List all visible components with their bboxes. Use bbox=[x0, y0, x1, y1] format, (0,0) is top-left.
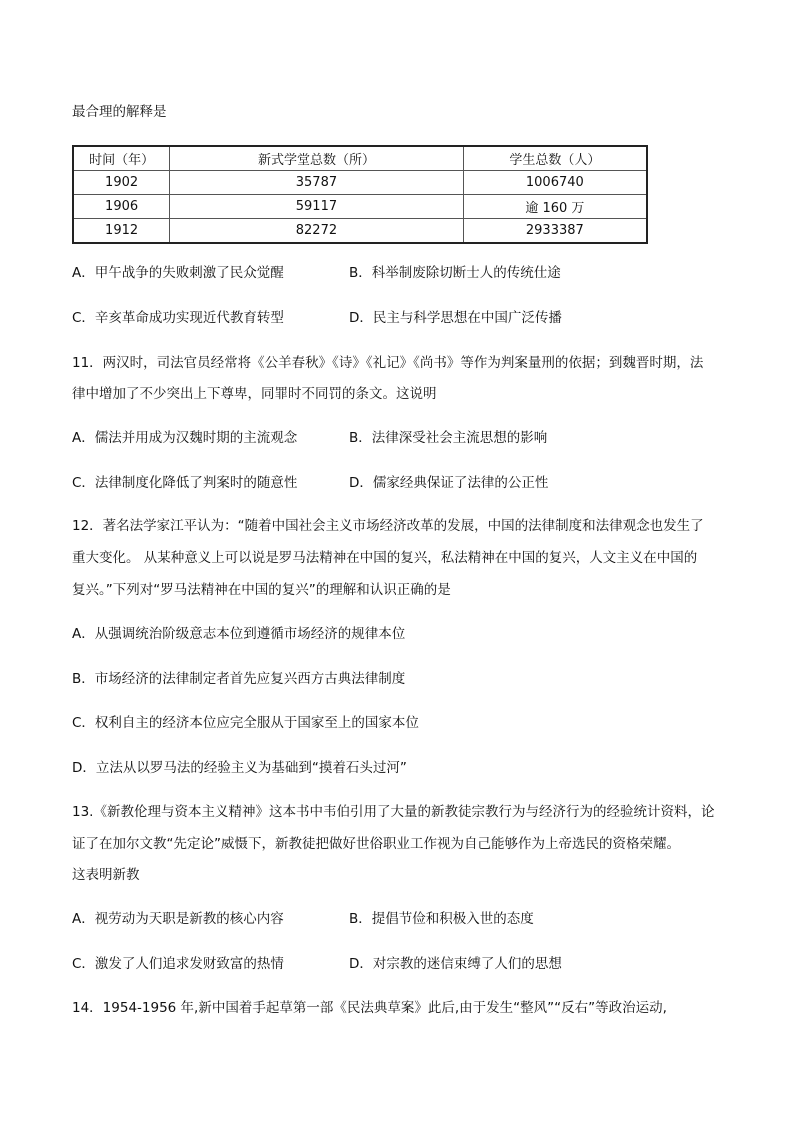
q12-option-d: D．立法从以罗马法的经验主义为基础到“摸着石头过河” bbox=[72, 760, 407, 776]
cell-year: 1902 bbox=[73, 171, 170, 195]
q13-stem-line: 13.《新教伦理与资本主义精神》这本书中韦伯引用了大量的新教徒宗教行为与经济行为的经验统计资料，论 bbox=[72, 804, 715, 820]
cell-students: 2933387 bbox=[463, 219, 647, 244]
q13-option-a: A．视劳动为天职是新教的核心内容 bbox=[72, 911, 284, 927]
q11-stem-line: 律中增加了不少突出上下尊卑，同罪时不同罚的条文。这说明 bbox=[72, 386, 437, 402]
question-stem-tail: 最合理的解释是 bbox=[72, 104, 167, 120]
q13-option-c: C．激发了人们追求发财致富的热情 bbox=[72, 956, 284, 972]
header-schools: 新式学堂总数（所） bbox=[170, 146, 464, 171]
q12-stem-line: 重大变化。 从某种意义上可以说是罗马法精神在中国的复兴，私法精神在中国的复兴，人文主义在中国的 bbox=[72, 550, 698, 566]
cell-schools: 35787 bbox=[170, 171, 464, 195]
table-row bbox=[73, 219, 647, 244]
q11-option-a: A．儒法并用成为汉魏时期的主流观念 bbox=[72, 430, 298, 446]
q13-option-b: B．提倡节俭和积极入世的态度 bbox=[349, 911, 534, 927]
q11-option-c: C．法律制度化降低了判案时的随意性 bbox=[72, 475, 298, 491]
q11-option-d: D．儒家经典保证了法律的公正性 bbox=[349, 475, 549, 491]
q10-option-c: C．辛亥革命成功实现近代教育转型 bbox=[72, 310, 284, 326]
q13-stem-line: 证了在加尔文教“先定论”威慑下，新教徒把做好世俗职业工作视为自己能够作为上帝选民的资格荣耀。 bbox=[72, 836, 680, 852]
q10-option-d: D．民主与科学思想在中国广泛传播 bbox=[349, 310, 562, 326]
q10-option-a: A．甲午战争的失败刺激了民众觉醒 bbox=[72, 265, 284, 281]
table-header-row bbox=[73, 146, 647, 171]
q12-option-c: C．权利自主的经济本位应完全服从于国家至上的国家本位 bbox=[72, 715, 419, 731]
cell-schools: 82272 bbox=[170, 219, 464, 244]
q13-option-d: D．对宗教的迷信束缚了人们的思想 bbox=[349, 956, 562, 972]
q12-stem-line: 12．著名法学家江平认为：“随着中国社会主义市场经济改革的发展，中国的法律制度和法律观念也发生了 bbox=[72, 518, 704, 534]
cell-schools: 59117 bbox=[170, 195, 464, 219]
q14-stem-line: 14．1954-1956 年,新中国着手起草第一部《民法典草案》此后,由于发生“整风”“反右”等政治运动, bbox=[72, 1000, 667, 1016]
header-students: 学生总数（人） bbox=[463, 146, 647, 171]
header-year: 时间（年） bbox=[73, 146, 170, 171]
table-row bbox=[73, 171, 647, 195]
q12-stem-line: 复兴。”下列对“罗马法精神在中国的复兴”的理解和认识正确的是 bbox=[72, 582, 451, 598]
q12-option-a: A．从强调统治阶级意志本位到遵循市场经济的规律本位 bbox=[72, 626, 406, 642]
cell-students: 逾 160 万 bbox=[463, 195, 647, 219]
cell-year: 1912 bbox=[73, 219, 170, 244]
q11-stem-line: 11．两汉时，司法官员经常将《公羊春秋》《诗》《礼记》《尚书》等作为判案量刑的依据；到魏晋时期，法 bbox=[72, 355, 704, 371]
q11-option-b: B．法律深受社会主流思想的影响 bbox=[349, 430, 548, 446]
q13-stem-line: 这表明新教 bbox=[72, 867, 140, 883]
q10-option-b: B．科举制废除切断士人的传统仕途 bbox=[349, 265, 561, 281]
cell-year: 1906 bbox=[73, 195, 170, 219]
q12-option-b: B．市场经济的法律制定者首先应复兴西方古典法律制度 bbox=[72, 671, 406, 687]
school-statistics-table bbox=[72, 145, 648, 244]
cell-students: 1006740 bbox=[463, 171, 647, 195]
table-row bbox=[73, 195, 647, 219]
